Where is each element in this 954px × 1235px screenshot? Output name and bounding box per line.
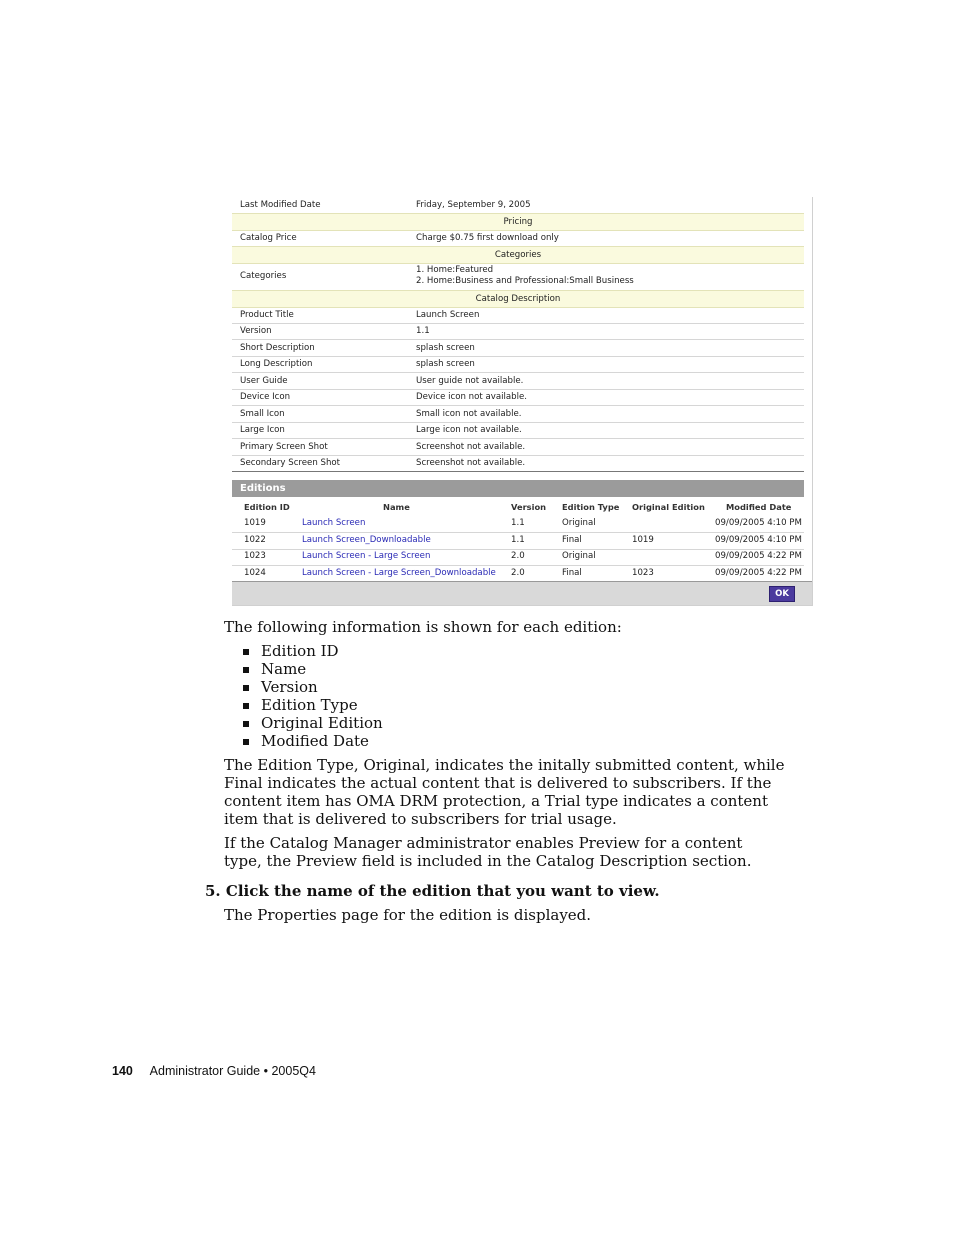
list-item (243, 678, 383, 696)
list-item-text: Version (261, 678, 318, 696)
editions-title: Editions (240, 483, 286, 494)
property-label: Product Title (240, 310, 294, 320)
bullet-icon (243, 739, 249, 745)
edition-name-link[interactable]: Launch Screen - Large Screen_Downloadable (302, 568, 496, 578)
list-item (243, 642, 383, 660)
edition-fields-list (243, 642, 383, 750)
property-value (416, 265, 634, 287)
edition-id: 1022 (244, 535, 266, 545)
property-row-categories (232, 263, 804, 292)
page-number: 140 (112, 1064, 133, 1078)
preview-paragraph: If the Catalog Manager administrator enables Preview for a content type, the Preview field is included in the Catalog Description section. (224, 834, 752, 870)
property-value: Screenshot not available. (416, 458, 526, 468)
column-header-name: Name (383, 502, 410, 512)
property-label: User Guide (240, 376, 288, 386)
list-item (243, 696, 383, 714)
property-label: Catalog Price (240, 233, 297, 243)
property-label: Device Icon (240, 392, 291, 402)
list-item-text: Modified Date (261, 732, 369, 750)
edition-type: Final (562, 568, 582, 578)
edition-id: 1023 (244, 551, 266, 561)
edition-version: 2.0 (511, 551, 525, 561)
list-item-text: Edition ID (261, 642, 339, 660)
property-label: Short Description (240, 343, 315, 353)
catalog-properties-screenshot (232, 197, 813, 606)
edition-name-link[interactable]: Launch Screen - Large Screen (302, 551, 431, 561)
property-value: Launch Screen (416, 310, 480, 320)
property-value: Device icon not available. (416, 392, 527, 402)
property-row (232, 455, 804, 472)
property-row (232, 406, 804, 423)
column-header-modified-date: Modified Date (726, 502, 792, 512)
edition-version: 1.1 (511, 518, 525, 528)
property-row (232, 356, 804, 373)
category-item: 2. Home:Business and Professional:Small Business (416, 276, 634, 286)
step-5 (205, 882, 660, 900)
property-value: Charge $0.75 first download only (416, 233, 559, 243)
edition-id: 1019 (244, 518, 266, 528)
modified-date: 09/09/2005 4:22 PM (715, 568, 802, 578)
result-paragraph: The Properties page for the edition is displayed. (224, 906, 592, 924)
modified-date: 09/09/2005 4:22 PM (715, 551, 802, 561)
page-footer (112, 1064, 316, 1078)
property-value: 1.1 (416, 326, 430, 336)
edition-row (232, 549, 804, 566)
bullet-icon (243, 721, 249, 727)
property-label: Version (240, 326, 272, 336)
property-label: Secondary Screen Shot (240, 458, 341, 468)
section-title: Pricing (503, 217, 533, 227)
section-header-pricing (232, 213, 804, 231)
column-header-edition-type: Edition Type (562, 502, 620, 512)
edition-id: 1024 (244, 568, 266, 578)
property-value: Large icon not available. (416, 425, 522, 435)
property-label: Small Icon (240, 409, 285, 419)
editions-header (232, 480, 804, 497)
property-value: Friday, September 9, 2005 (416, 200, 531, 210)
edition-version: 2.0 (511, 568, 525, 578)
column-header-version: Version (511, 502, 547, 512)
bullet-icon (243, 649, 249, 655)
section-header-catalog-description (232, 290, 804, 308)
step-text: Click the name of the edition that you want to view. (225, 882, 660, 900)
list-item (243, 714, 383, 732)
bullet-icon (243, 703, 249, 709)
property-value: Small icon not available. (416, 409, 522, 419)
list-item (243, 660, 383, 678)
property-row (232, 389, 804, 406)
property-row (232, 340, 804, 357)
property-row (232, 439, 804, 456)
property-row (232, 422, 804, 439)
property-label: Primary Screen Shot (240, 442, 328, 452)
list-item-text: Original Edition (261, 714, 383, 732)
list-item (243, 732, 383, 750)
property-row (232, 197, 804, 214)
property-value: splash screen (416, 359, 475, 369)
guide-edition: 2005Q4 (271, 1064, 316, 1078)
ok-button[interactable]: OK (769, 586, 795, 602)
guide-title: Administrator Guide (149, 1064, 261, 1078)
edition-name-link[interactable]: Launch Screen_Downloadable (302, 535, 431, 545)
property-label: Long Description (240, 359, 313, 369)
modified-date: 09/09/2005 4:10 PM (715, 535, 802, 545)
property-row (232, 373, 804, 390)
property-label: Large Icon (240, 425, 285, 435)
property-value: Screenshot not available. (416, 442, 526, 452)
column-header-original-edition: Original Edition (632, 502, 705, 512)
property-row (232, 307, 804, 324)
step-number: 5. (205, 882, 221, 900)
category-item: 1. Home:Featured (416, 265, 494, 275)
edition-row (232, 516, 804, 533)
edition-name-link[interactable]: Launch Screen (302, 518, 366, 528)
edition-version: 1.1 (511, 535, 525, 545)
intro-paragraph: The following information is shown for each edition: (224, 618, 622, 636)
modified-date: 09/09/2005 4:10 PM (715, 518, 802, 528)
editions-footer (232, 581, 812, 606)
list-item-text: Name (261, 660, 307, 678)
list-item-text: Edition Type (261, 696, 358, 714)
property-value: splash screen (416, 343, 475, 353)
edition-type: Original (562, 551, 596, 561)
editions-column-headers (232, 500, 804, 515)
footer-separator: • (263, 1064, 268, 1078)
property-label: Last Modified Date (240, 200, 321, 210)
edition-type: Original (562, 518, 596, 528)
property-row (232, 323, 804, 340)
column-header-edition-id: Edition ID (244, 502, 290, 512)
edition-type: Final (562, 535, 582, 545)
section-title: Catalog Description (475, 294, 561, 304)
edition-row (232, 533, 804, 550)
section-header-categories (232, 246, 804, 264)
bullet-icon (243, 685, 249, 691)
property-row (232, 230, 804, 247)
bullet-icon (243, 667, 249, 673)
property-value: User guide not available. (416, 376, 524, 386)
original-edition: 1023 (632, 568, 654, 578)
original-edition: 1019 (632, 535, 654, 545)
section-title: Categories (494, 250, 542, 260)
property-label: Categories (240, 271, 287, 281)
edition-type-paragraph: The Edition Type, Original, indicates the initally submitted content, while Final indicates the actual content that is delivered to subscribers. If the content item has OMA DRM protection, a Trial type indicates a content item that is delivered to subscribers for trial usage. (224, 756, 785, 828)
